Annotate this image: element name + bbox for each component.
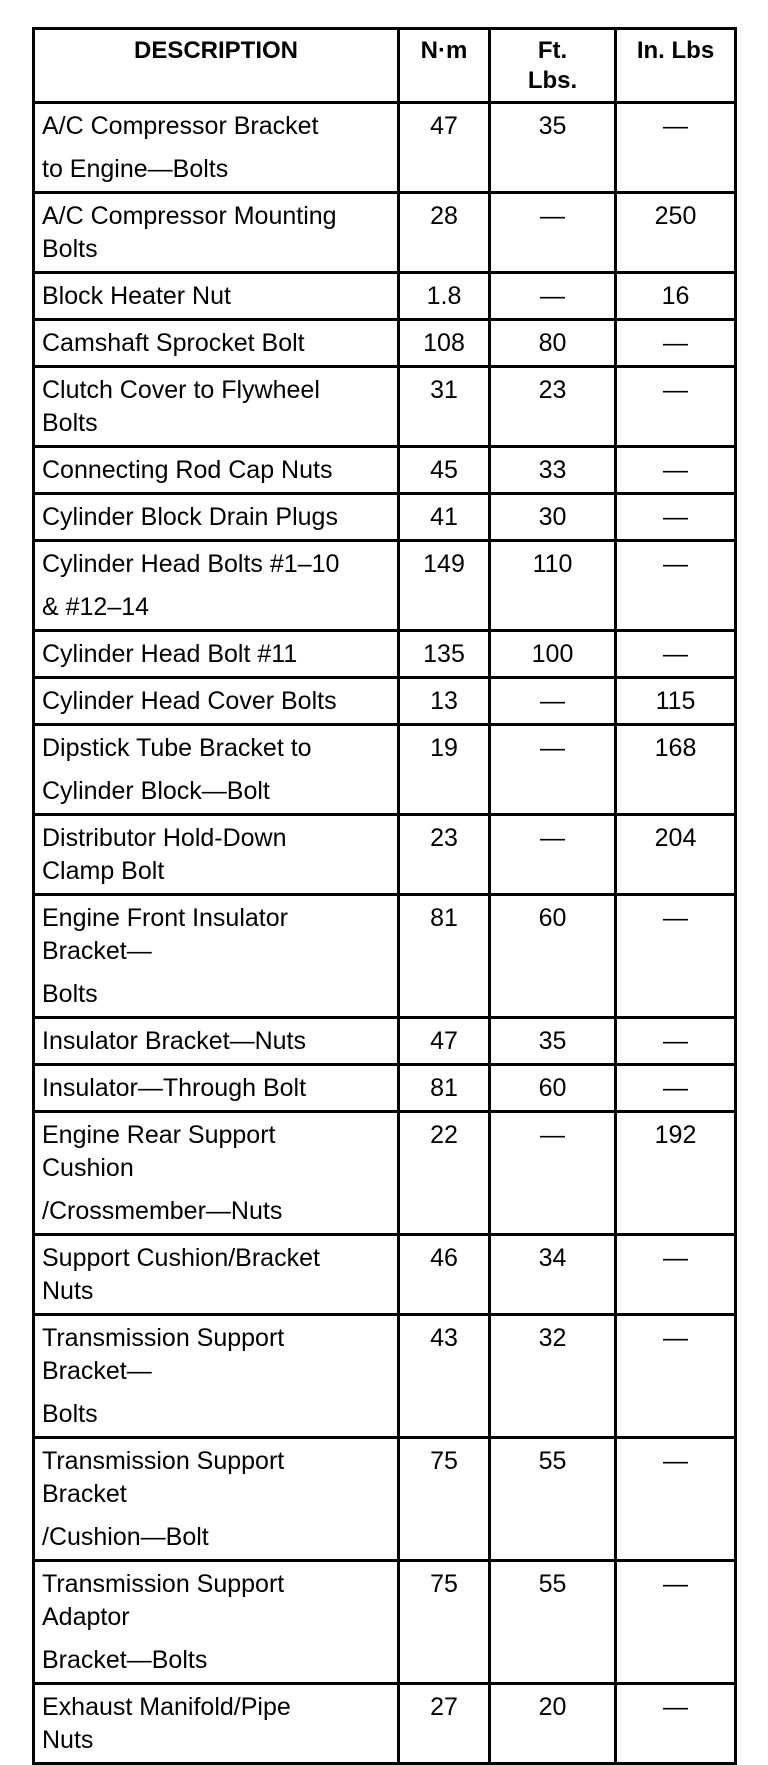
cell-description [34,631,399,678]
cell-in-lbs: — [616,494,736,541]
cell-nm: 19 [399,725,490,815]
cell-ft-lbs: 60 [490,1065,616,1112]
table-row [34,631,736,678]
cell-in-lbs: — [616,1018,736,1065]
header-ft-lbs [490,29,616,103]
description-line: Cylinder Block—Bolt [42,777,270,805]
header-description: DESCRIPTION [34,29,399,103]
description-line: Bolts [42,1400,98,1428]
description-line: Bracket [42,1480,127,1508]
cell-nm: 28 [399,193,490,273]
cell-in-lbs: — [616,1684,736,1764]
cell-description [34,725,399,815]
description-line: Transmission Support [42,1447,285,1475]
cell-description [34,1235,399,1315]
cell-nm: 31 [399,367,490,447]
cell-ft-lbs: 55 [490,1438,616,1561]
cell-nm: 45 [399,447,490,494]
cell-ft-lbs: — [490,273,616,320]
cell-description [34,1112,399,1235]
description-line: Bracket— [42,1357,152,1385]
cell-ft-lbs: — [490,725,616,815]
header-row [34,29,736,103]
cell-description [34,678,399,725]
description-line: Transmission Support [42,1324,285,1352]
description-line: to Engine—Bolts [42,155,229,183]
cell-description [34,367,399,447]
table-row [34,1235,736,1315]
description-line: Bracket— [42,937,152,965]
cell-nm: 46 [399,1235,490,1315]
header-ft-lbs-line-1: Ft. [537,37,568,64]
cell-in-lbs: — [616,1438,736,1561]
table-row [34,725,736,815]
cell-ft-lbs: 35 [490,103,616,193]
table-row [34,1018,736,1065]
cell-nm: 43 [399,1315,490,1438]
header-nm: N·m [399,29,490,103]
description-line: A/C Compressor Bracket [42,112,319,140]
description-line: Connecting Rod Cap Nuts [42,456,333,484]
description-line: Nuts [42,1277,94,1305]
description-line: & #12–14 [42,593,150,621]
cell-in-lbs: 115 [616,678,736,725]
cell-in-lbs: — [616,1065,736,1112]
cell-description [34,320,399,367]
description-line: Support Cushion/Bracket [42,1244,320,1272]
table-body [34,103,736,1764]
cell-in-lbs: — [616,1315,736,1438]
cell-description [34,494,399,541]
table-row [34,103,736,193]
cell-nm: 47 [399,103,490,193]
description-line: Bolts [42,980,98,1008]
description-line: Insulator—Through Bolt [42,1074,307,1102]
cell-in-lbs: — [616,631,736,678]
cell-ft-lbs: — [490,1112,616,1235]
cell-in-lbs: 250 [616,193,736,273]
description-line: Engine Rear Support [42,1121,276,1149]
table-row [34,815,736,895]
cell-description [34,103,399,193]
cell-description [34,1438,399,1561]
cell-ft-lbs: 100 [490,631,616,678]
cell-description [34,1315,399,1438]
table-row [34,678,736,725]
table-row [34,273,736,320]
cell-in-lbs: — [616,367,736,447]
cell-ft-lbs: 55 [490,1561,616,1684]
cell-in-lbs: — [616,1235,736,1315]
table-row [34,1065,736,1112]
cell-description [34,895,399,1018]
cell-nm: 81 [399,1065,490,1112]
table-row [34,367,736,447]
table-row [34,193,736,273]
header-in-lbs: In. Lbs [616,29,736,103]
cell-in-lbs: — [616,103,736,193]
cell-ft-lbs: 23 [490,367,616,447]
table-row [34,1684,736,1764]
cell-in-lbs: — [616,541,736,631]
table-header [34,29,736,103]
description-line: A/C Compressor Mounting [42,202,337,230]
description-line: Insulator Bracket—Nuts [42,1027,306,1055]
cell-nm: 47 [399,1018,490,1065]
table-row [34,1438,736,1561]
cell-nm: 149 [399,541,490,631]
cell-nm: 41 [399,494,490,541]
cell-ft-lbs: 20 [490,1684,616,1764]
cell-ft-lbs: 35 [490,1018,616,1065]
header-ft-lbs-line-2: Lbs. [527,67,578,94]
description-line: Engine Front Insulator [42,904,288,932]
description-line: Bracket—Bolts [42,1646,208,1674]
table-row [34,895,736,1018]
cell-ft-lbs: 60 [490,895,616,1018]
description-line: Adaptor [42,1603,130,1631]
cell-description [34,1065,399,1112]
cell-nm: 135 [399,631,490,678]
cell-description [34,541,399,631]
description-line: Cylinder Head Cover Bolts [42,687,337,715]
description-line: Exhaust Manifold/Pipe [42,1693,291,1721]
description-line: Cylinder Head Bolts #1–10 [42,550,340,578]
cell-in-lbs: — [616,447,736,494]
cell-description [34,273,399,320]
cell-nm: 75 [399,1438,490,1561]
cell-ft-lbs: 34 [490,1235,616,1315]
cell-in-lbs: 192 [616,1112,736,1235]
cell-nm: 81 [399,895,490,1018]
description-line: /Cushion—Bolt [42,1523,209,1551]
cell-ft-lbs: 33 [490,447,616,494]
description-line: Cylinder Head Bolt #11 [42,640,298,668]
torque-spec-table [32,27,737,1765]
cell-ft-lbs: 80 [490,320,616,367]
description-line: Transmission Support [42,1570,285,1598]
cell-description [34,447,399,494]
cell-description [34,1018,399,1065]
cell-ft-lbs: 30 [490,494,616,541]
cell-ft-lbs: — [490,815,616,895]
cell-ft-lbs: — [490,678,616,725]
cell-nm: 13 [399,678,490,725]
description-line: Nuts [42,1726,94,1754]
table-row [34,1561,736,1684]
cell-in-lbs: — [616,895,736,1018]
cell-in-lbs: 168 [616,725,736,815]
cell-ft-lbs: 32 [490,1315,616,1438]
description-line: Dipstick Tube Bracket to [42,734,312,762]
description-line: Clamp Bolt [42,857,165,885]
description-line: /Crossmember—Nuts [42,1197,283,1225]
table-row [34,494,736,541]
description-line: Block Heater Nut [42,282,231,310]
cell-in-lbs: 204 [616,815,736,895]
cell-nm: 27 [399,1684,490,1764]
cell-ft-lbs: — [490,193,616,273]
cell-nm: 22 [399,1112,490,1235]
cell-nm: 1.8 [399,273,490,320]
cell-description [34,815,399,895]
cell-in-lbs: — [616,320,736,367]
table-row [34,1112,736,1235]
cell-description [34,1684,399,1764]
cell-in-lbs: 16 [616,273,736,320]
cell-description [34,193,399,273]
description-line: Bolts [42,235,98,263]
description-line: Clutch Cover to Flywheel [42,376,320,404]
cell-nm: 75 [399,1561,490,1684]
cell-nm: 108 [399,320,490,367]
cell-ft-lbs: 110 [490,541,616,631]
description-line: Cushion [42,1154,134,1182]
description-line: Cylinder Block Drain Plugs [42,503,338,531]
description-line: Distributor Hold-Down [42,824,287,852]
table-row [34,447,736,494]
table-row [34,1315,736,1438]
description-line: Camshaft Sprocket Bolt [42,329,305,357]
cell-description [34,1561,399,1684]
table-row [34,320,736,367]
description-line: Bolts [42,409,98,437]
cell-in-lbs: — [616,1561,736,1684]
cell-nm: 23 [399,815,490,895]
table-row [34,541,736,631]
